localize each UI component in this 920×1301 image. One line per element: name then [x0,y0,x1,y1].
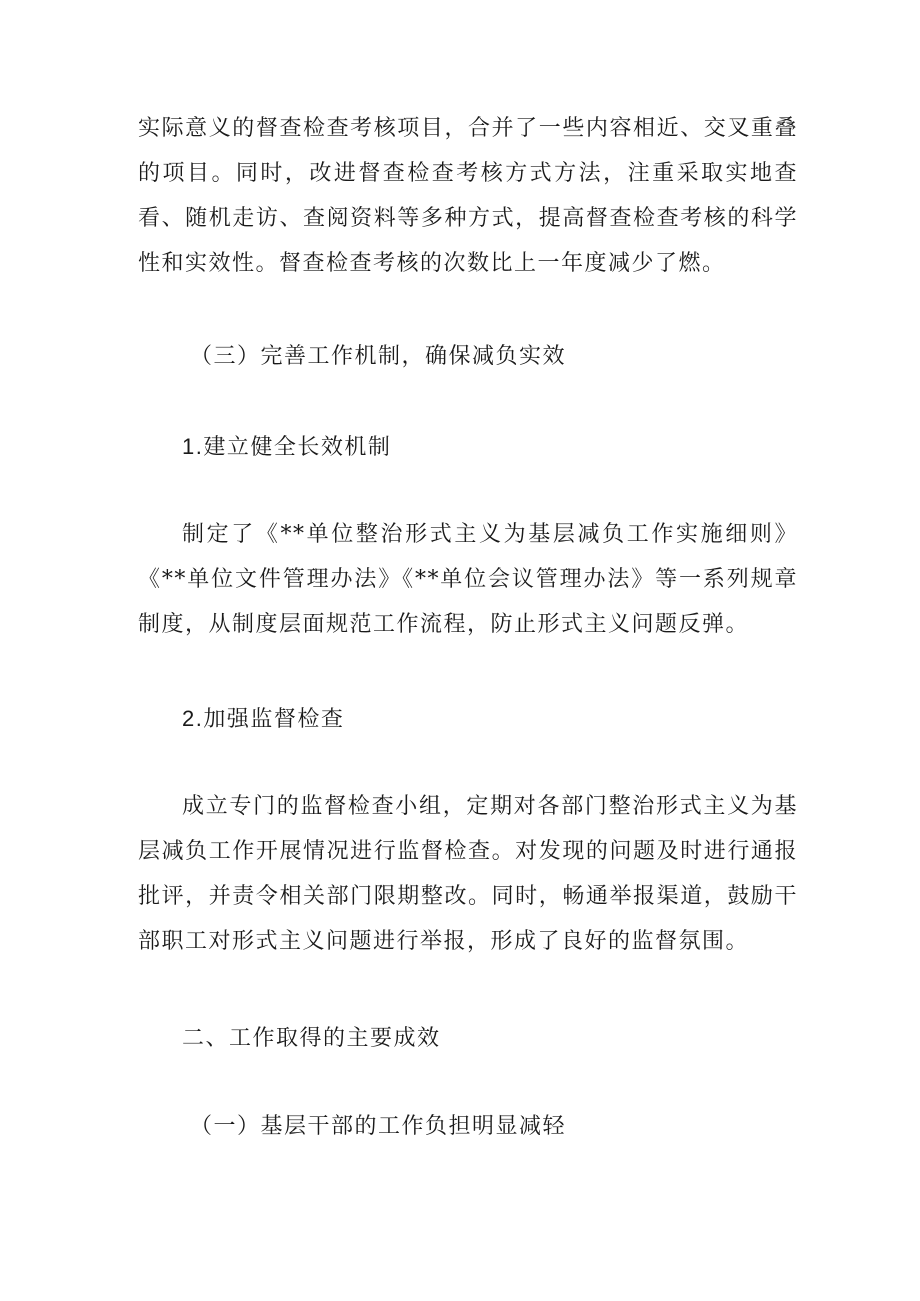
subheading-item-1: 1.建立健全长效机制 [182,434,392,459]
paragraph-supervision: 成立专门的监督检查小组，定期对各部门整治形式主义为基层减负工作开展情况进行监督检查。对发现的问题及时进行通报批评，并责令相关部门限期整改。同时，畅通举报渠道，鼓励干部职工对形式主义问题进行举报，形成了良好的监督氛围。 [138,794,798,954]
section-heading-1: （一）基层干部的工作负担明显减轻 [190,1114,567,1139]
subheading-item-2: 2.加强监督检查 [182,706,345,731]
paragraph-continuation: 实际意义的督查检查考核项目，合并了一些内容相近、交叉重叠的项目。同时，改进督查检查考核方式方法，注重采取实地查看、随机走访、查阅资料等多种方式，提高督查检查考核的科学性和实效性。督查检查考核的次数比上一年度减少了燃。 [138,116,798,276]
part-heading-2: 二、工作取得的主要成效 [182,1026,441,1051]
paragraph-regulations: 制定了《**单位整治形式主义为基层减负工作实施细则》《**单位文件管理办法》《**单位会议管理办法》等一系列规章制度，从制度层面规范工作流程，防止形式主义问题反弹。 [138,522,798,637]
section-heading-3: （三）完善工作机制，确保减负实效 [190,344,567,369]
